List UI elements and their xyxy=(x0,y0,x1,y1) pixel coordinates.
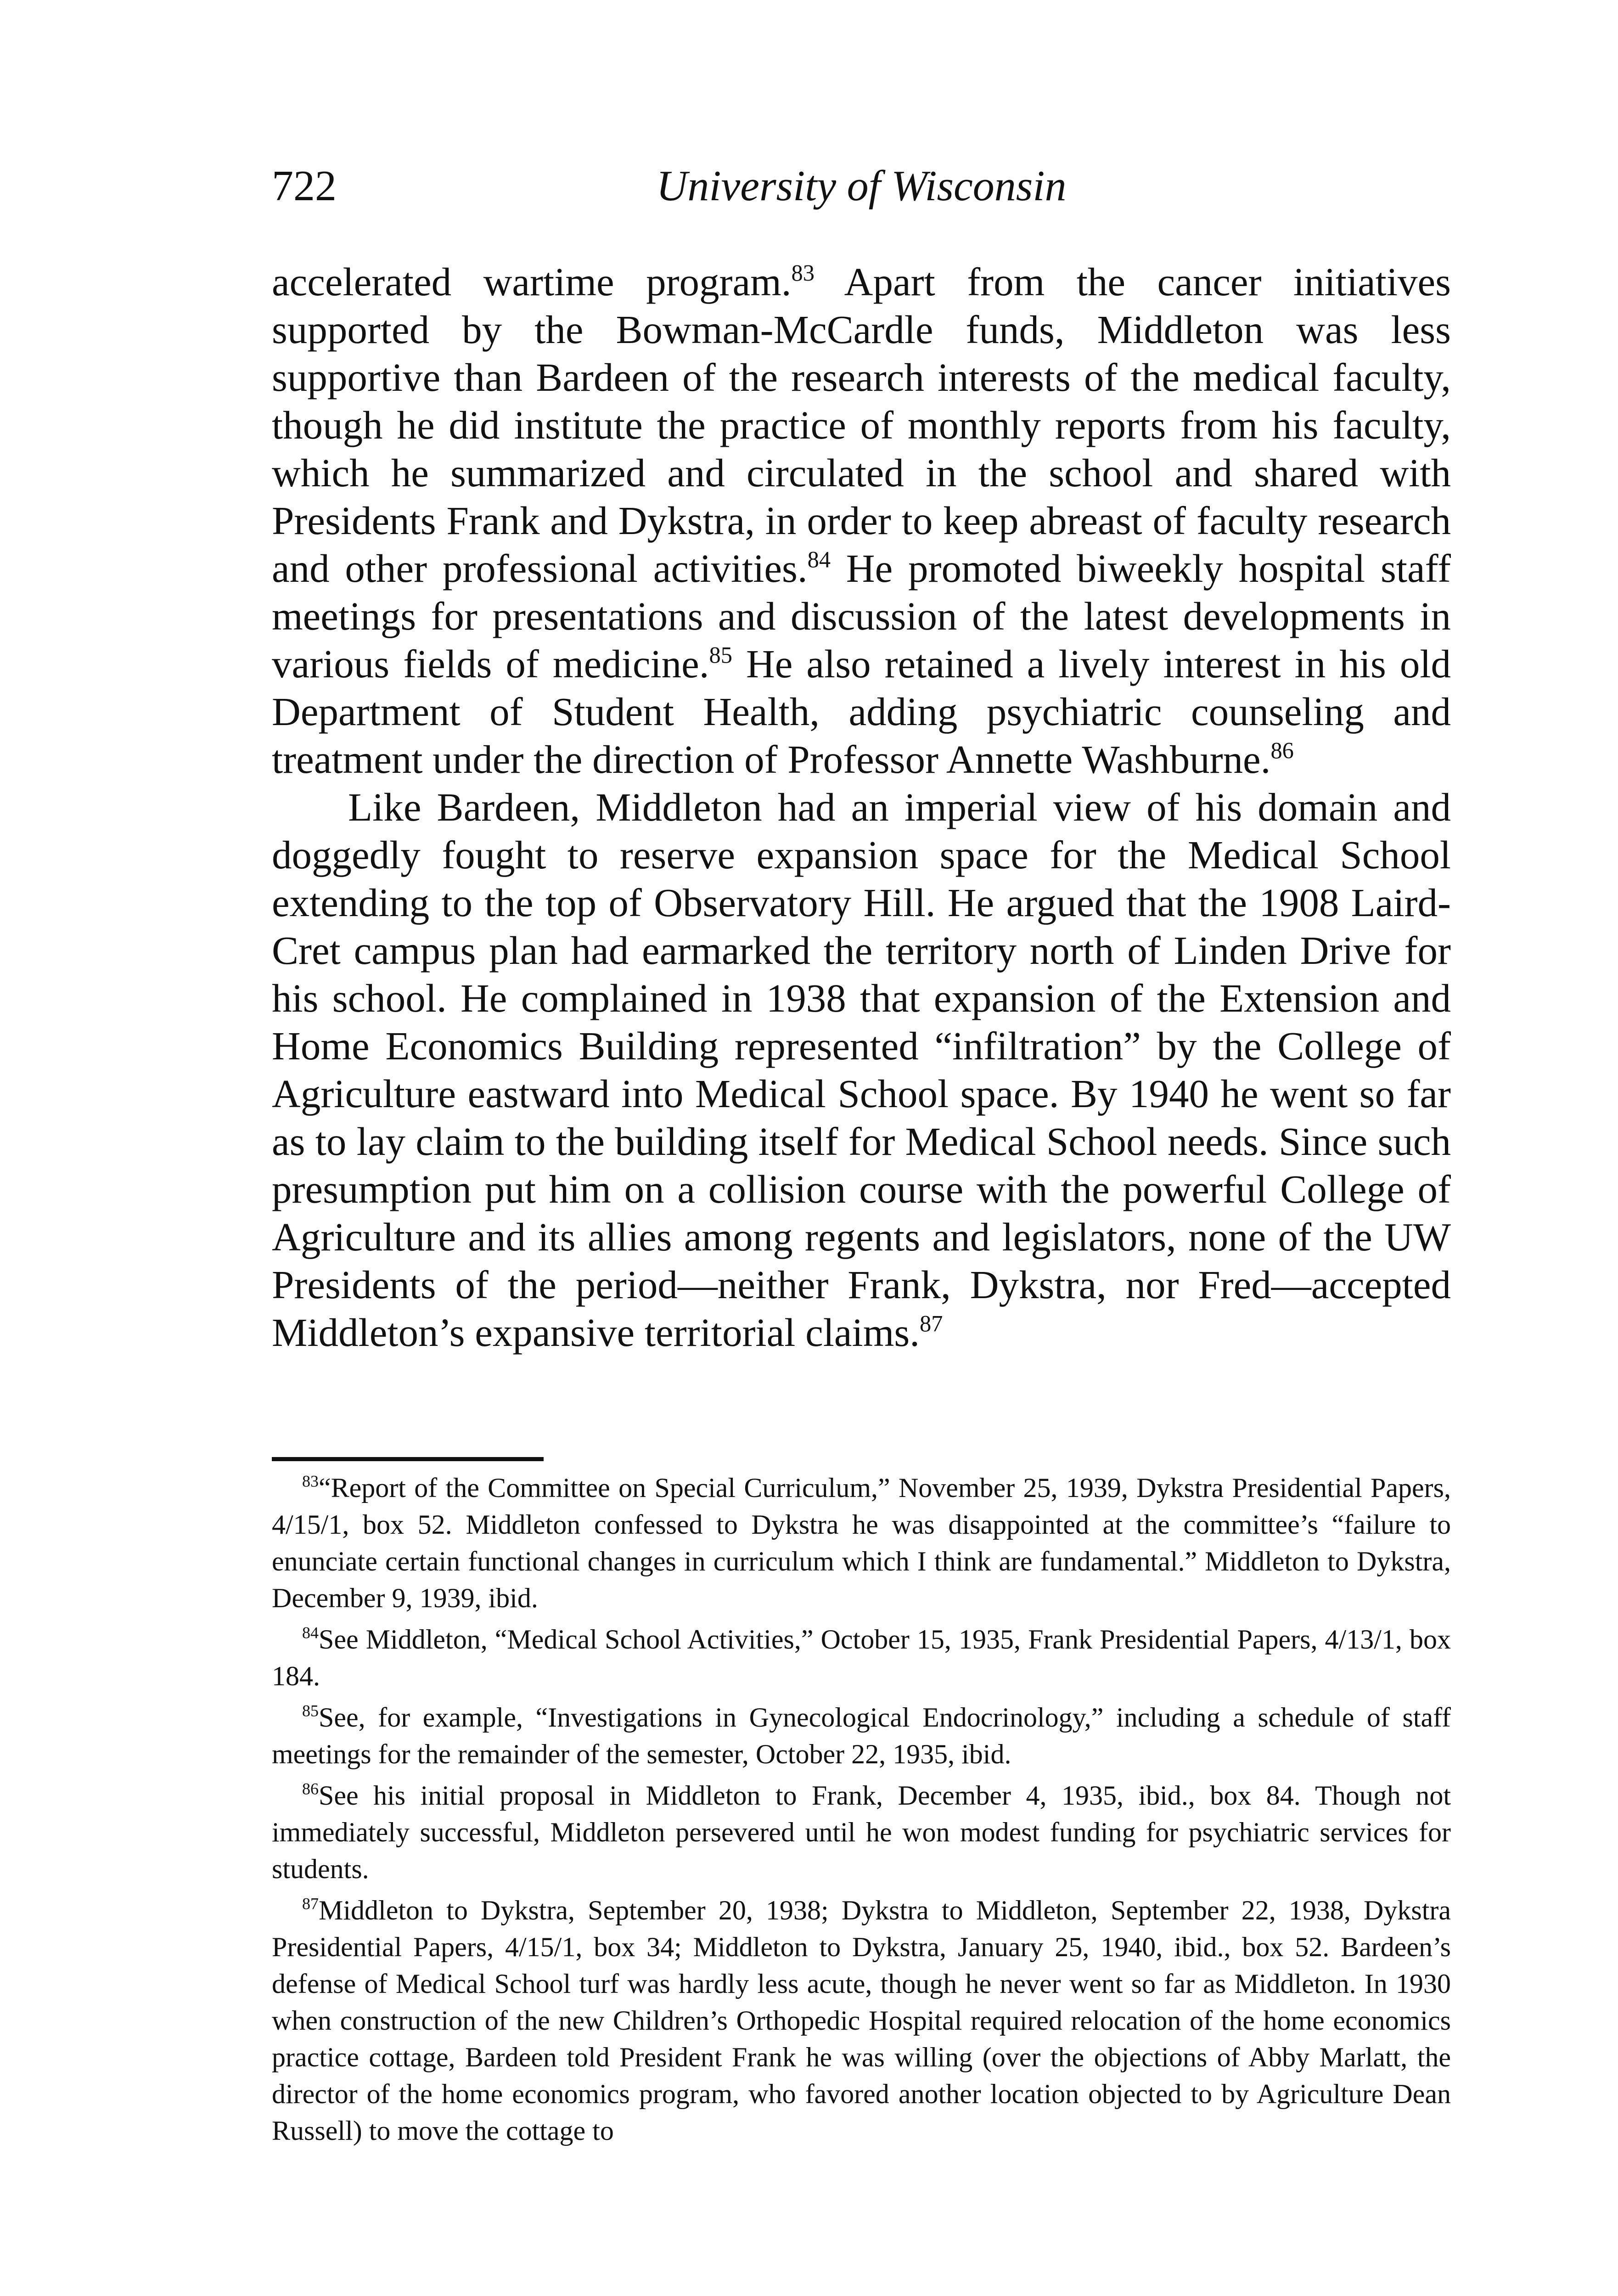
running-head xyxy=(272,156,1451,216)
footnote-83 xyxy=(272,1469,1451,1616)
footnote-86 xyxy=(272,1777,1451,1887)
text-run: Apart from the cancer initiatives supported by the Bowman-McCardle funds, Middleton was less supportive than Bardeen of the research interests of the medical faculty, though he did institute the practice of monthly reports from his faculty, which he summarized and circulated in the school and shared with Presidents Frank and Dykstra, in order to keep abreast of faculty research and other professional activities. xyxy=(272,259,1451,591)
footnote-text: Middleton to Dykstra, September 20, 1938; Dykstra to Middleton, September 22, 1938, Dykstra Presidential Papers, 4/15/1, box 34; Middleton to Dykstra, January 25, 1940, ibid., box 52. Bardeen’s defense of Medical School turf was hardly less acute, though he never went so far as Middleton. In 1930 when construction of the new Children’s Orthopedic Hospital required relocation of the home economics practice cottage, Bardeen told President Frank he was willing (over the objections of Abby Marlatt, the director of the home economics program, who favored another location objected to by Agriculture Dean Russell) to move the cottage to xyxy=(272,1895,1451,2146)
footnote-ref-86: 86 xyxy=(1270,737,1294,764)
footnotes xyxy=(272,1469,1451,2154)
footnote-number: 86 xyxy=(302,1779,319,1798)
text-run: He promoted biweekly hospital staff meetings for presentations and discussion of the latest developments in various fields of medicine. xyxy=(272,546,1451,686)
footnote-87 xyxy=(272,1892,1451,2149)
footnote-85 xyxy=(272,1699,1451,1773)
main-text xyxy=(272,258,1451,1356)
footnote-84 xyxy=(272,1621,1451,1694)
footnote-number: 84 xyxy=(302,1623,319,1642)
footnote-ref-83: 83 xyxy=(791,260,815,286)
footnote-ref-85: 85 xyxy=(709,642,732,668)
footnote-number: 83 xyxy=(302,1472,319,1491)
footnote-number: 87 xyxy=(302,1894,319,1913)
footnote-text: See Middleton, “Medical School Activities,” October 15, 1935, Frank Presidential Papers, 4/13/1, box 184. xyxy=(272,1624,1451,1691)
footnote-text: See his initial proposal in Middleton to Frank, December 4, 1935, ibid., box 84. Though not immediately successful, Middleton persevered until he won modest funding for psychiatric services for students. xyxy=(272,1780,1451,1884)
footnote-ref-87: 87 xyxy=(920,1311,943,1337)
paragraph-1 xyxy=(272,258,1451,783)
paragraph-2 xyxy=(272,783,1451,1356)
running-title: University of Wisconsin xyxy=(656,162,1067,210)
footnote-text: See, for example, “Investigations in Gynecological Endocrinology,” including a schedule of staff meetings for the remainder of the semester, October 22, 1935, ibid. xyxy=(272,1702,1451,1769)
text-run: Like Bardeen, Middleton had an imperial view of his domain and doggedly fought to reserve expansion space for the Medical School extending to the top of Observatory Hill. He argued that the 1908 Laird-Cret campus plan had earmarked the territory north of Linden Drive for his school. He complained in 1938 that expansion of the Extension and Home Economics Building represented “infiltration” by the College of Agriculture eastward into Medical School space. By 1940 he went so far as to lay claim to the building itself for Medical School needs. Since such presumption put him on a collision course with the powerful College of Agriculture and its allies among regents and legislators, none of the UW Presidents of the period—neither Frank, Dykstra, nor Fred—accepted Middleton’s expansive territorial claims. xyxy=(272,785,1451,1355)
page-number: 722 xyxy=(272,162,337,210)
footnote-text: “Report of the Committee on Special Curriculum,” November 25, 1939, Dykstra Presidential Papers, 4/15/1, box 52. Middleton confessed to Dykstra he was disappointed at the committee’s “failure to enunciate certain functional changes in curriculum which I think are fundamental.” Middleton to Dykstra, December 9, 1939, ibid. xyxy=(272,1473,1451,1613)
text-run: He also retained a lively interest in his old Department of Student Health, adding psychiatric counseling and treatment under the direction of Professor Annette Washburne. xyxy=(272,642,1451,782)
text-run: accelerated wartime program. xyxy=(272,259,792,304)
footnote-ref-84: 84 xyxy=(807,546,831,573)
footnote-number: 85 xyxy=(302,1701,319,1720)
footnote-divider xyxy=(272,1457,544,1461)
